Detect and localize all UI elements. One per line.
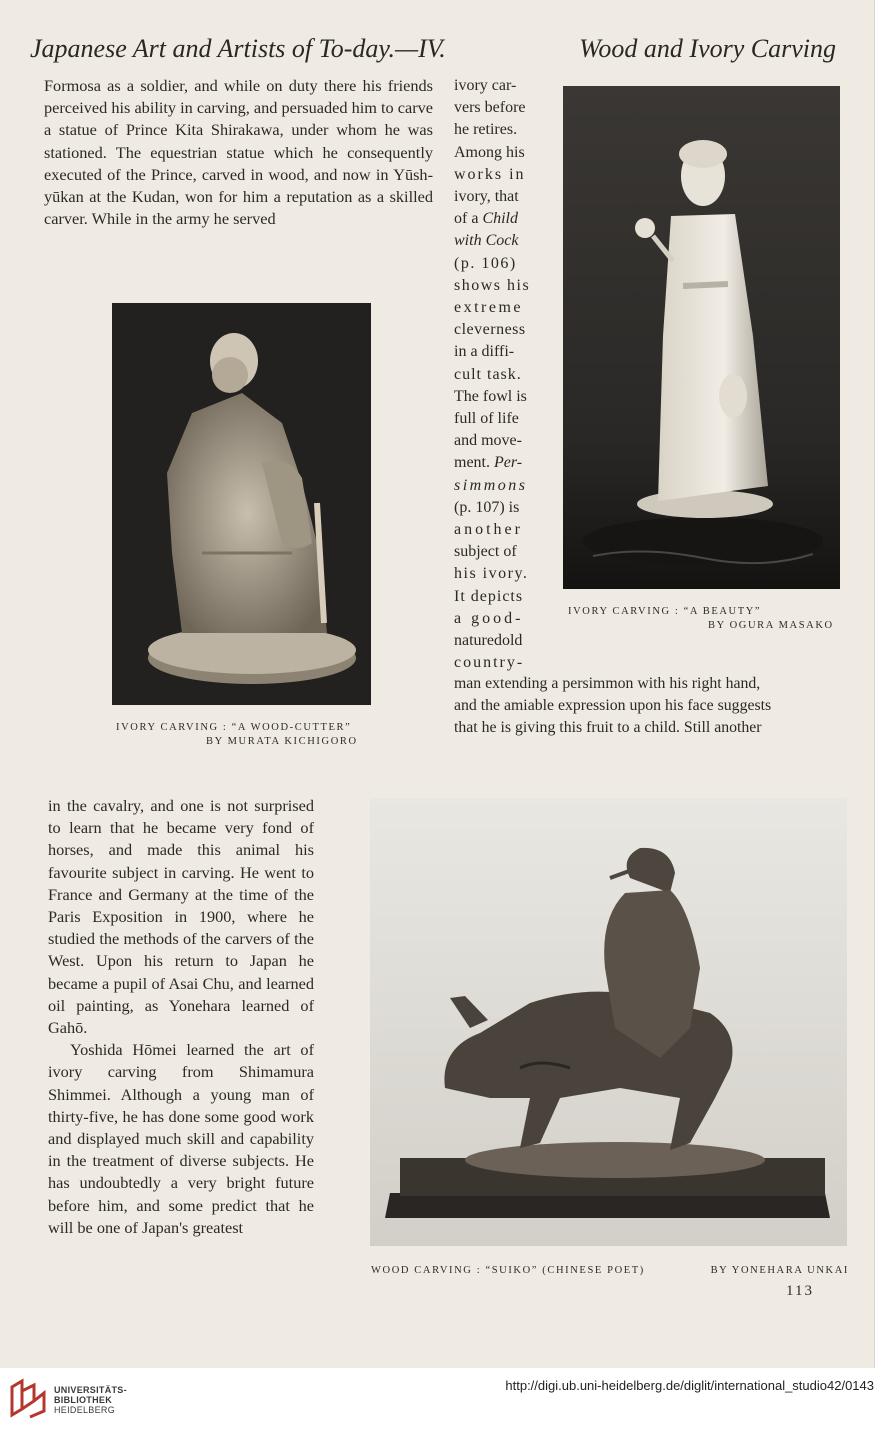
text-line: country- [454,654,525,672]
text-line: subject of [454,543,517,561]
text-line: man extending a persimmon with his right hand, [454,675,761,692]
text-line: another [454,521,523,539]
text-block-bottom-left [48,795,314,1239]
caption-line: IVORY CARVING : “A BEAUTY” [568,606,762,617]
text-line: in a diffi- [454,343,515,361]
text-fragment: of a [454,210,483,228]
library-name [54,1385,127,1415]
text-line [454,208,536,230]
beauty-illustration [563,86,840,589]
header-title-right: Wood and Ivory Carving [579,34,836,63]
library-name-line: BIBLIOTHEK [54,1395,112,1405]
text-line: cleverness [454,321,526,339]
caption-suiko [371,1264,849,1278]
library-logo-icon [8,1377,48,1419]
text-line: with Cock [454,232,519,250]
caption-title: WOOD CARVING : “SUIKO” (CHINESE POET) [371,1265,645,1276]
suiko-illustration [370,798,847,1246]
text-line: simmons [454,476,528,494]
text-line: that he is giving this fruit to a child. Still another [454,719,762,737]
text-line: (p. 106) [454,254,517,272]
photo-ivory-wood-cutter [112,303,371,705]
text-block-narrow-column [454,75,536,674]
text-line [454,452,536,474]
text-fragment: ment. [454,454,494,472]
caption-beauty [568,605,834,633]
page-number: 113 [786,1283,814,1299]
library-name-line: UNIVERSITÄTS- [54,1385,127,1395]
digitization-footer [0,1368,884,1431]
library-name-line: HEIDELBERG [54,1405,116,1415]
text-line: extreme [454,299,524,317]
photo-wood-suiko [370,798,847,1246]
photo-ivory-beauty [563,86,840,589]
caption-line: IVORY CARVING : “A WOOD-CUTTER” [116,722,352,733]
text-block-wide [454,673,845,740]
text-line: ivory car- [454,77,517,94]
text-line: a good- [454,609,524,627]
text-line: full of life [454,410,519,428]
paragraph: Formosa as a soldier, and while on duty there his friends perceived his ability in carving, and persuaded him to carve a statue of Prince Kita Shirakawa, under whom he was stationed. The equestrian statue which he consequently executed of the Prince, carved in wood, and now in Yūsh-yūkan at the Kudan, won for him a reputation as a skilled carver. While in the army he served [44,76,433,229]
text-line: The fowl is [454,387,527,405]
text-line: shows his [454,276,531,294]
paragraph: Yoshida Hōmei learned the art of ivory carving from Shimamura Shimmei. Although a young man of thirty-five, he has done some good work and displayed much skill and capability in the treatment of diverse subjects. He has undoubtedly a very bright future before him, and some predict that he will be one of Japan's greatest [48,1040,314,1237]
text-line: works in [454,165,526,183]
text-line: ivory, that [454,188,519,206]
italic-title-fragment: Child [482,210,518,228]
text-block-top-left [44,75,433,230]
text-line: It depicts [454,587,524,605]
caption-wood-cutter [116,721,358,749]
paragraph: in the cavalry, and one is not surprised to learn that he became very fond of horses, and made this animal his favourite subject in carving. He went to France and Germany at the time of the Paris Exposition in 1900, where he studied the methods of the carvers of the West. Upon his return to Japan he became a pupil of Asai Chu, and learned oil painting, as Yonehara learned of Gahō. [48,796,314,1038]
text-line: and move- [454,432,522,450]
caption-line: BY MURATA KICHIGORO [206,736,358,747]
italic-title-fragment: Per- [494,454,523,472]
text-line: cult task. [454,365,522,383]
text-line: his ivory. [454,565,529,583]
caption-line: BY OGURA MASAKO [708,620,834,631]
caption-artist: BY YONEHARA UNKAI [710,1265,849,1276]
text-line: Among his [454,143,525,161]
text-line: he retires. [454,121,518,139]
header-title-left: Japanese Art and Artists of To-day.—IV. [30,34,446,63]
text-line: vers before [454,99,526,117]
running-header [30,34,850,70]
wood-cutter-illustration [112,303,371,705]
permalink-url[interactable]: http://digi.ub.uni-heidelberg.de/diglit/international_studio42/0143 [505,1378,874,1393]
text-line: (p. 107) is [454,498,520,516]
text-line: and the amiable expression upon his face suggests [454,697,772,715]
text-line: naturedold [454,632,523,650]
